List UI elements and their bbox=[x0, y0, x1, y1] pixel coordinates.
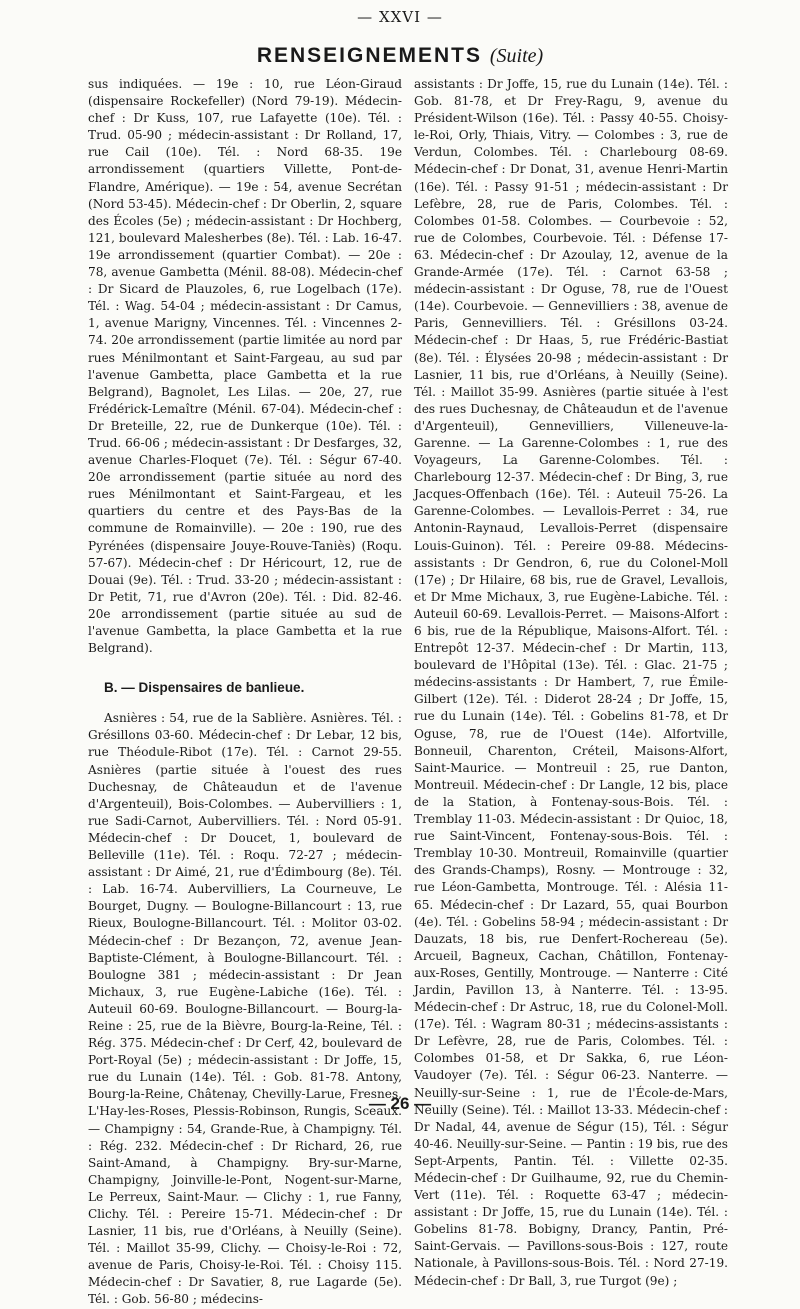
left-paragraph-2: Asnières : 54, rue de la Sablière. Asnières. Tél. : Grésillons 03-60. Médecin-chef : Dr Lebar, 12 bis, rue Théodule-Ribot (17e). Tél. : Carnot 29-55. Asnières (partie située à l'ouest des rues Duchesnay, de Châteaudun et de l'avenue d'Argenteuil), Bois-Colombes. — Aubervilliers : 1, rue Sadi-Carnot, Aubervilliers. Tél. : Nord 05-91. Médecin-chef : Dr Doucet, 1, boulevard de Belleville (11e). Tél. : Roqu. 72-27 ; médecin-assistant : Dr Aimé, 21, rue d'Édimbourg (8e). Tél. : Lab. 16-74. Aubervilliers, La Courneuve, Le Bourget, Dugny. — Boulogne-Billancourt : 13, rue Rieux, Boulogne-Billancourt. Tél. : Molitor 03-02. Médecin-chef : Dr Bezançon, 72, avenue Jean-Baptiste-Clément, à Boulogne-Billancourt. Tél. : Boulogne 381 ; médecin-assistant : Dr Jean Michaux, 3, rue Eugène-Labiche (16e). Tél. : Auteuil 60-69. Boulogne-Billancourt. — Bourg-la-Reine : 25, rue de la Bièvre, Bourg-la-Reine, Tél. : Rég. 375. Médecin-chef : Dr Cerf, 42, boulevard de Port-Royal (5e) ; médecin-assistant : Dr Joffe, 15, rue du Lunain (14e). Tél. : Gob. 81-78. Antony, Bourg-la-Reine, Châtenay, Chevilly-Larue, Fresnes, L'Hay-les-Roses, Plessis-Robinson, Rungis, Sceaux. — Champigny : 54, Grande-Rue, à Champigny. Tél. : Rég. 232. Médecin-chef : Dr Richard, 26, rue Saint-Amand, à Champigny. Bry-sur-Marne, Champigny, Joinville-le-Pont, Nogent-sur-Marne, Le Perreux, Saint-Maur. — Clichy : 1, rue Fanny, Clichy. Tél. : Pereire 15-71. Médecin-chef : Dr Lasnier, 11 bis, rue d'Orléans, à Neuilly (Seine). Tél. : Maillot 35-99, Clichy. — Choisy-le-Roi : 72, avenue de Paris, Choisy-le-Roi. Tél. : Choisy 115. Médecin-chef : Dr Savatier, 8, rue Lagarde (5e). Tél. : Gob. 56-80 ; médecins- bbox=[88, 711, 402, 1307]
left-column bbox=[88, 76, 402, 1307]
heading-title: RENSEIGNEMENTS bbox=[256, 44, 483, 67]
right-paragraph-1: assistants : Dr Joffe, 15, rue du Lunain (14e). Tél. : Gob. 81-78, et Dr Frey-Ragu, 9, avenue du Président-Wilson (16e). Tél. : Passy 40-55. Choisy-le-Roi, Orly, Thiais, Vitry. — Colombes : 3, rue de Verdun, Colombes. Tél. : Charlebourg 08-69. Médecin-chef : Dr Donat, 31, avenue Henri-Martin (16e). Tél. : Passy 91-51 ; médecin-assistant : Dr Lefèbre, 28, rue de Paris, Colombes. Tél. : Colombes 01-58. Colombes. — Courbevoie : 52, rue de Colombes, Courbevoie. Tél. : Défense 17-63. Médecin-chef : Dr Azoulay, 12, avenue de la Grande-Armée (17e). Tél. : Carnot 63-58 ; médecin-assistant : Dr Oguse, 78, rue de l'Ouest (14e). Courbevoie. — Gennevilliers : 38, avenue de Paris, Gennevilliers. Tél. : Grésillons 03-24. Médecin-chef : Dr Haas, 5, rue Frédéric-Bastiat (8e). Tél. : Élysées 20-98 ; médecin-assistant : Dr Lasnier, 11 bis, rue d'Orléans, à Neuilly (Seine). Tél. : Maillot 35-99. Asnières (partie située à l'est des rues Duchesnay, de Châteaudun et de l'avenue d'Argenteuil), Gennevilliers, Villeneuve-la-Garenne. — La Garenne-Colombes : 1, rue des Voyageurs, La Garenne-Colombes. Tél. : Charlebourg 12-37. Médecin-chef : Dr Bing, 3, rue Jacques-Offenbach (16e). Tél. : Auteuil 75-26. La Garenne-Colombes. — Levallois-Perret : 34, rue Antonin-Raynaud, Levallois-Perret (dispensaire Louis-Guinon). Tél. : Pereire 09-88. Médecins-assistants : Dr Gendron, 6, rue du Colonel-Moll (17e) ; Dr Hilaire, 68 bis, rue de Gravel, Levallois, et Dr Mme Michaux, 3, rue Eugène-Labiche. Tél. : Auteuil 60-69. Levallois-Perret. — Maisons-Alfort : 6 bis, rue de la République, Maisons-Alfort. Tél. : Entrepôt 12-37. Médecin-chef : Dr Martin, 113, boulevard de l'Hôpital (13e). Tél. : Glac. 21-75 ; médecins-assistants : Dr Hambert, 7, rue Émile-Gilbert (12e). Tél. : Diderot 28-24 ; Dr Joffe, 15, rue du Lunain (14e). Tél. : Gobelins 81-78, et Dr Oguse, 78, rue de l'Ouest (14e). Alfortville, Bonneuil, Charenton, Créteil, Maisons-Alfort, Saint-Maurice. — Montreuil : 25, rue Danton, Montreuil. Médecin-chef : Dr Langle, 12 bis, place de la Station, à Fontenay-sous-Bois. Tél. : Tremblay 11-03. Médecin-assistant : Dr Quioc, 18, rue Saint-Vincent, Fontenay-sous-Bois. Tél. : Tremblay 10-30. Montreuil, Romainville (quartier des Grands-Champs), Rosny. — Montrouge : 32, rue Léon-Gambetta, Montrouge. Tél. : Alésia 11-65. Médecin-chef : Dr Lazard, 55, quai Bourbon (4e). Tél. : Gobelins 58-94 ; médecin-assistant : Dr Dauzats, 18 bis, rue Denfert-Rochereau (5e). Arcueil, Bagneux, Cachan, Châtillon, Fontenay-aux-Roses, Gentilly, Montrouge. — Nanterre : Cité Jardin, Pavillon 13, à Nanterre. Tél. : 13-95. Médecin-chef : Dr Astruc, 18, rue du Colonel-Moll. (17e). Tél. : Wagram 80-31 ; médecins-assistants : Dr Lefèvre, 28, rue de Paris, Colombes. Tél. : Colombes 01-58, et Dr Sakka, 6, rue Léon-Vaudoyer (7e). Tél. : Ségur 06-23. Nanterre. — Neuilly-sur-Seine : 1, rue de l'École-de-Mars, Neuilly (Seine). Tél. : Maillot 13-33. Médecin-chef : Dr Nadal, 44, avenue de Ségur (15), Tél. : Ségur 40-46. Neuilly-sur-Seine. — Pantin : 19 bis, rue des Sept-Arpents, Pantin. Tél. : Villette 02-35. Médecin-chef : Dr Guilhaume, 92, rue du Chemin-Vert (11e). Tél. : Roquette 63-47 ; médecin-assistant : Dr Joffe, 15, rue du Lunain (14e). Tél. : Gobelins 81-78. Bobigny, Drancy, Pantin, Pré-Saint-Gervais. — Pavillons-sous-Bois : 127, route Nationale, à Pavillons-sous-Bois. Tél. : Nord 27-19. Médecin-chef : Dr Ball, 3, rue Turgot (9e) ; bbox=[414, 77, 728, 1288]
page-number: — 26 — bbox=[368, 1094, 432, 1113]
right-column bbox=[414, 76, 728, 1288]
heading-suffix: (Suite) bbox=[489, 45, 544, 67]
left-paragraph-1: sus indiquées. — 19e : 10, rue Léon-Giraud (dispensaire Rockefeller) (Nord 79-19). Médecin-chef : Dr Kuss, 107, rue Lafayette (10e). Tél. : Trud. 05-90 ; médecin-assistant : Dr Rolland, 17, rue Cail (10e). Tél. : Nord 68-35. 19e arrondissement (quartiers Villette, Pont-de-Flandre, Amérique). — 19e : 54, avenue Secrétan (Nord 53-45). Médecin-chef : Dr Oberlin, 2, square des Écoles (5e) ; médecin-assistant : Dr Hochberg, 121, boulevard Malesherbes (8e). Tél. : Lab. 16-47. 19e arrondissement (quartier Combat). — 20e : 78, avenue Gambetta (Ménil. 88-08). Médecin-chef : Dr Sicard de Plauzoles, 6, rue Logelbach (17e). Tél. : Wag. 54-04 ; médecin-assistant : Dr Camus, 1, avenue Marigny, Vincennes. Tél. : Vincennes 2-74. 20e arrondissement (partie limitée au nord par rues Ménilmontant et Saint-Fargeau, au sud par l'avenue Gambetta, place Gambetta et la rue Belgrand), Bagnolet, Les Lilas. — 20e, 27, rue Frédérick-Lemaître (Ménil. 67-04). Médecin-chef : Dr Breteille, 22, rue de Dunkerque (10e). Tél. : Trud. 66-06 ; médecin-assistant : Dr Desfarges, 32, avenue Charles-Floquet (7e). Tél. : Ségur 67-40. 20e arrondissement (partie située au nord des rues Ménilmontant et Saint-Fargeau, et les quartiers du centre et des Pays-Bas de la commune de Romainville). — 20e : 190, rue des Pyrénées (dispensaire Jouye-Rouve-Taniès) (Roqu. 57-67). Médecin-chef : Dr Héricourt, 12, rue de Douai (9e). Tél. : Trud. 33-20 ; médecin-assistant : Dr Petit, 71, rue d'Avron (20e). Tél. : Did. 82-46. 20e arrondissement (partie située au sud de l'avenue Gambetta, la place Gambetta et la rue Belgrand). bbox=[88, 77, 402, 656]
page-heading bbox=[0, 44, 800, 68]
roman-page-number: — XXVI — bbox=[357, 8, 443, 26]
section-title: B. — Dispensaires de banlieue. bbox=[104, 680, 305, 696]
